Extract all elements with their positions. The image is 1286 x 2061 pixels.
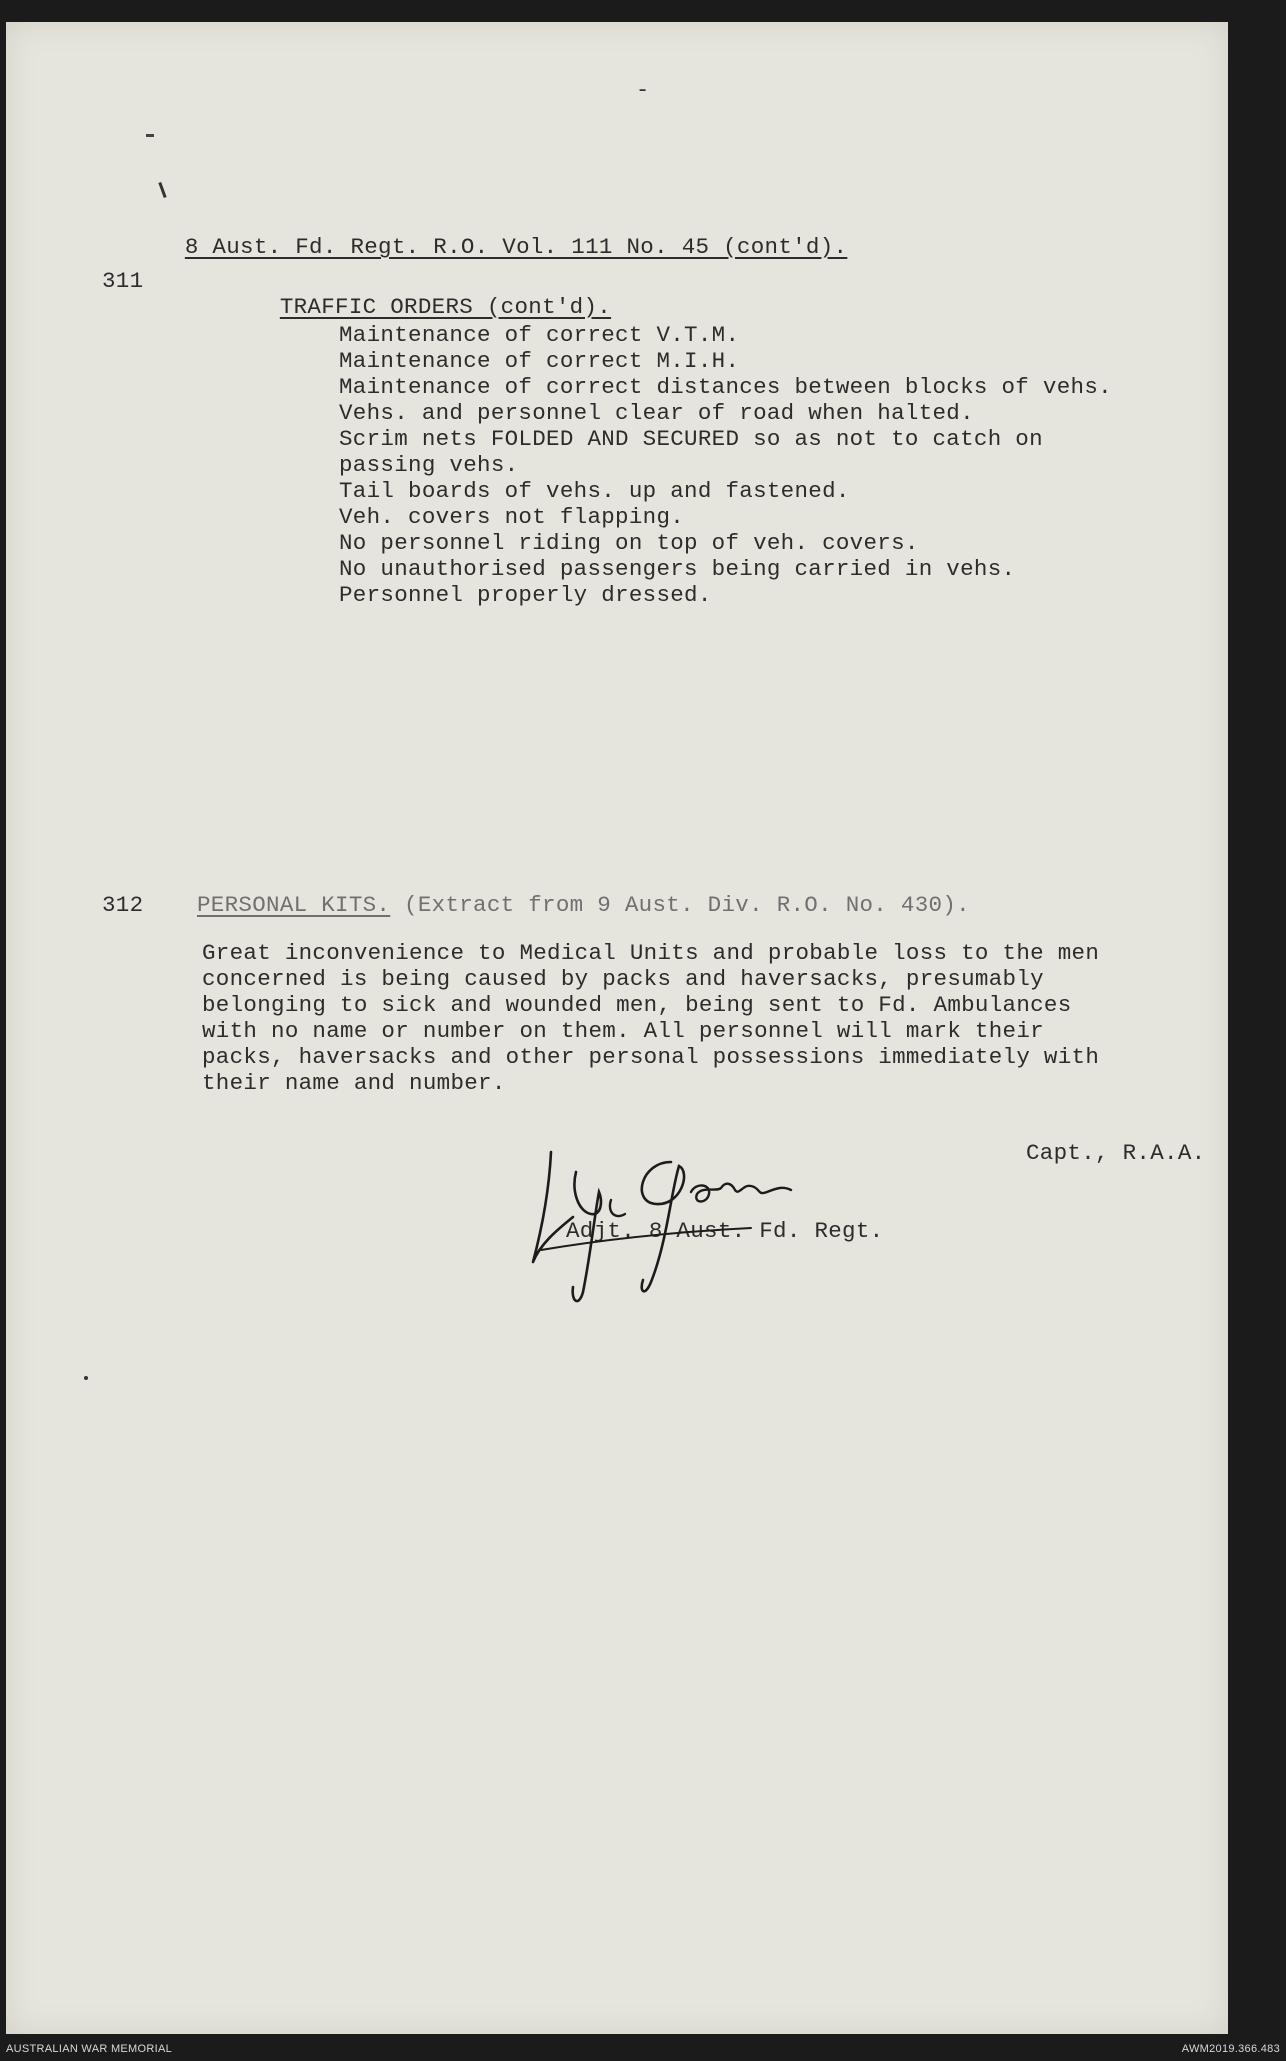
paragraph-line: Great inconvenience to Medical Units and probable loss to the men [202, 940, 1100, 966]
section-311-number: 311 [102, 268, 144, 294]
archive-credit: AUSTRALIAN WAR MEMORIAL [6, 2043, 173, 2055]
paragraph-line: belonging to sick and wounded men, being sent to Fd. Ambulances [202, 992, 1072, 1018]
paragraph-line: with no name or number on them. All personnel will mark their [202, 1018, 1044, 1044]
list-item: Tail boards of vehs. up and fastened. [339, 478, 850, 504]
paragraph-line: their name and number. [202, 1070, 506, 1096]
list-item: No personnel riding on top of veh. covers. [339, 530, 919, 556]
signatory-appointment: Adjt. 8 Aust. Fd. Regt. [566, 1218, 884, 1244]
handwritten-signature [521, 1132, 921, 1332]
list-item: Maintenance of correct M.I.H. [339, 348, 740, 374]
section-312-heading-text: PERSONAL KITS. [197, 892, 391, 918]
list-item: Scrim nets FOLDED AND SECURED so as not to catch on [339, 426, 1043, 452]
page-mark: - [636, 78, 650, 103]
paragraph-line: packs, haversacks and other personal possessions immediately with [202, 1044, 1100, 1070]
list-item: Vehs. and personnel clear of road when halted. [339, 400, 974, 426]
document-title-text: 8 Aust. Fd. Regt. R.O. Vol. 111 No. 45 (cont'd). [184, 234, 848, 260]
list-item: Personnel properly dressed. [339, 582, 712, 608]
list-item: No unauthorised passengers being carried in vehs. [339, 556, 1016, 582]
paragraph-line: concerned is being caused by packs and haversacks, presumably [202, 966, 1044, 992]
list-item: passing vehs. [339, 452, 519, 478]
section-312-heading [197, 892, 970, 918]
stray-tick [158, 182, 166, 198]
list-item: Maintenance of correct distances between blocks of vehs. [339, 374, 1112, 400]
archive-reference: AWM2019.366.483 [1181, 2043, 1280, 2055]
signatory-rank: Capt., R.A.A. [1026, 1140, 1206, 1166]
paper-sheet [6, 22, 1228, 2034]
section-311-heading-text: TRAFFIC ORDERS (cont'd). [279, 294, 612, 320]
section-312-heading-extra: (Extract from 9 Aust. Div. R.O. No. 430). [390, 892, 970, 918]
list-item: Veh. covers not flapping. [339, 504, 685, 530]
stray-mark [146, 134, 154, 137]
list-item: Maintenance of correct V.T.M. [339, 322, 740, 348]
stray-dot [84, 1376, 88, 1380]
section-312-number: 312 [102, 892, 144, 918]
